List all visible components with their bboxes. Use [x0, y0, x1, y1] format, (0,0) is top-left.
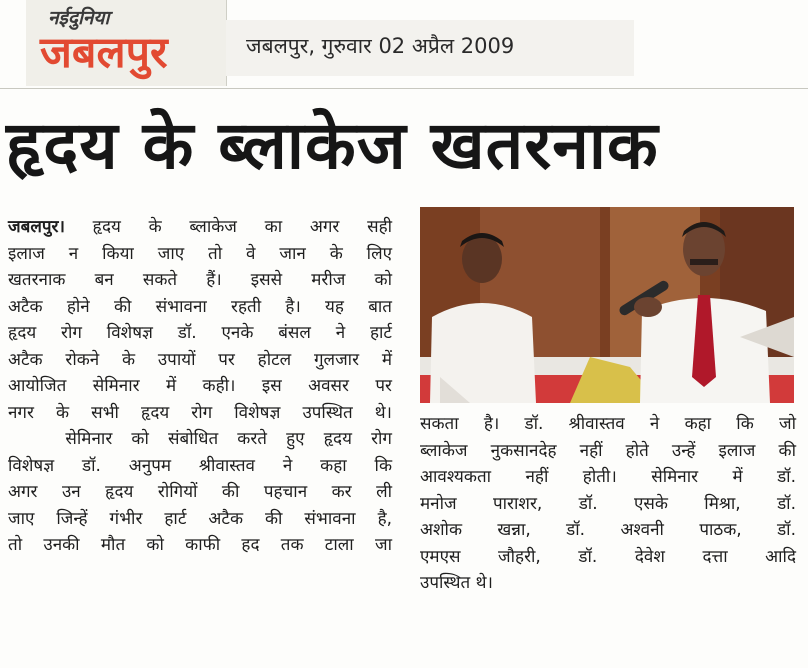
body-line: आवश्यकता नहीं होती। सेमिनार में डॉ. — [420, 467, 796, 487]
body-line: अटैक होने की संभावना रहती है। यह बात — [8, 296, 392, 317]
body-line: विशेषज्ञ डॉ. अनुपम श्रीवास्तव ने कहा कि — [8, 455, 392, 476]
headline: हृदय के ब्लाकेज खतरनाक — [6, 107, 659, 184]
body-line: सेमिनार को संबोधित करते हुए हृदय रोग — [8, 429, 392, 449]
body-line: हृदय रोग विशेषज्ञ डॉ. एनके बंसल ने हार्ट — [8, 323, 392, 343]
masthead-divider — [0, 88, 808, 89]
body-line: खतरनाक बन सकते हैं। इससे मरीज को — [8, 270, 392, 290]
body-line: अगर उन हृदय रोगियों की पहचान कर ली — [8, 482, 392, 502]
body-line: अशोक खन्ना, डॉ. अश्वनी पाठक, डॉ. — [420, 520, 796, 540]
body-line: एमएस जौहरी, डॉ. देवेश दत्ता आदि — [420, 546, 796, 567]
photo-illustration — [420, 207, 794, 403]
body-line: अटैक रोकने के उपायों पर होटल गुलजार में — [8, 349, 392, 370]
body-line: इलाज न किया जाए तो वे जान के लिए — [8, 243, 392, 264]
body-line: आयोजित सेमिनार में कही। इस अवसर पर — [8, 376, 392, 396]
seminar-photo — [420, 207, 794, 403]
body-line: जाए जिन्हें गंभीर हार्ट अटैक की संभावना है, — [8, 508, 392, 529]
newspaper-brand: नईदुनिया — [48, 7, 110, 29]
body-line: तो उनकी मौत को काफी हद तक टाला जा — [8, 535, 392, 555]
body-line: उपस्थित थे। — [420, 573, 493, 593]
body-line: ब्लाकेज नुकसानदेह नहीं होते उन्हें इलाज की — [420, 440, 796, 461]
dateline: जबलपुर, गुरुवार 02 अप्रैल 2009 — [246, 34, 515, 58]
lead-place: जबलपुर। — [8, 217, 65, 237]
body-line: सकता है। डॉ. श्रीवास्तव ने कहा कि जो — [420, 414, 796, 434]
body-line: नगर के सभी हृदय रोग विशेषज्ञ उपस्थित थे। — [8, 402, 392, 423]
left-column — [8, 214, 392, 559]
body-line: मनोज पाराशर, डॉ. एसके मिश्रा, डॉ. — [420, 493, 796, 514]
edition-city: जबलपुर — [40, 28, 168, 78]
body-line: जबलपुर। हृदय के ब्लाकेज का अगर सही — [8, 217, 392, 237]
right-column — [420, 411, 796, 597]
